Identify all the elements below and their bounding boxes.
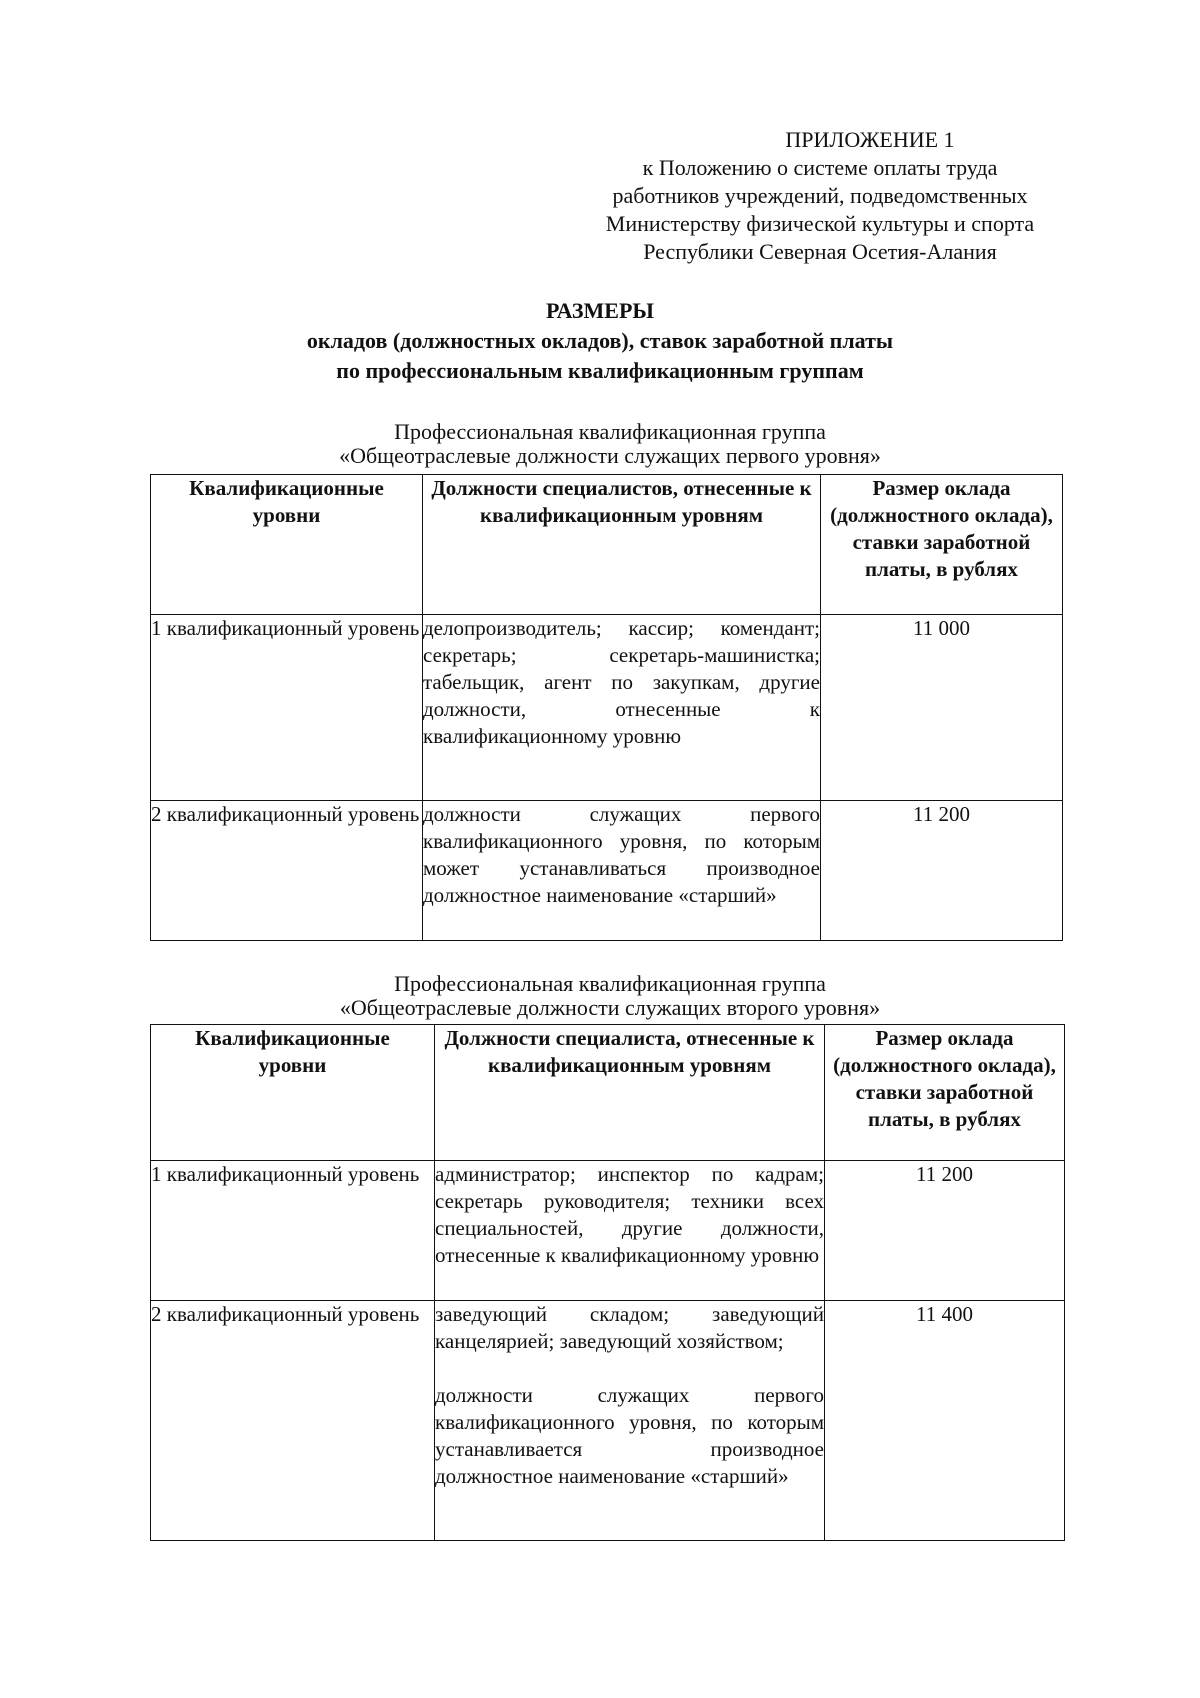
cell-positions (435, 1301, 825, 1541)
cell-level: 2 квалификационный уровень (151, 1301, 435, 1541)
cell-level: 1 квалификационный уровень (151, 615, 423, 801)
annex-line: Министерству физической культуры и спорта (605, 211, 1035, 236)
table-row (151, 1161, 1065, 1301)
annex-title: ПРИЛОЖЕНИЕ 1 (785, 127, 955, 152)
header-level: Квалификационные уровни (151, 475, 423, 615)
table-header-row (151, 475, 1063, 615)
header-positions: Должности специалистов, отнесенные к квалификационным уровням (423, 475, 821, 615)
cell-salary: 11 400 (825, 1301, 1065, 1541)
cell-level: 1 квалификационный уровень (151, 1161, 435, 1301)
annex-block (560, 126, 1080, 266)
group1-caption (150, 420, 1070, 468)
paragraph-gap (435, 1355, 824, 1382)
cell-level: 2 квалификационный уровень (151, 801, 423, 941)
cell-positions: делопроизводитель; кассир; комендант; секретарь; секретарь-машинистка; табельщик, агент по закупкам, другие должности, отнесенные к квалификационному уровню (423, 615, 821, 801)
table-row (151, 1301, 1065, 1541)
heading-line: окладов (должностных окладов), ставок заработной платы (306, 328, 894, 353)
heading-title: РАЗМЕРЫ (545, 298, 655, 323)
group2-caption-line: Профессиональная квалификационная группа (394, 971, 826, 996)
annex-line: Республики Северная Осетия-Алания (643, 239, 997, 264)
positions-part-a: заведующий складом; заведующий канцелярией; заведующий хозяйством; (435, 1302, 824, 1353)
table-row (151, 615, 1063, 801)
cell-positions: должности служащих первого квалификационного уровня, по которым может устанавливаться производное должностное наименование «старший» (423, 801, 821, 941)
group1-caption-line: Профессиональная квалификационная группа (394, 419, 826, 444)
table-row (151, 801, 1063, 941)
header-salary: Размер оклада (должностного оклада), ставки заработной платы, в рублях (821, 475, 1063, 615)
document-heading (0, 296, 1200, 386)
heading-line: по профессиональным квалификационным группам (336, 358, 864, 383)
group1-caption-name: «Общеотраслевые должности служащих первого уровня» (339, 443, 881, 468)
group2-caption-name: «Общеотраслевые должности служащих второго уровня» (339, 995, 881, 1020)
positions-part-b: должности служащих первого квалификационного уровня, по которым устанавливается производное должностное наименование «старший» (435, 1383, 824, 1488)
group1-table (150, 474, 1063, 941)
cell-positions: администратор; инспектор по кадрам; секретарь руководителя; техники всех специальностей, другие должности, отнесенные к квалификационному уровню (435, 1161, 825, 1301)
cell-salary: 11 000 (821, 615, 1063, 801)
annex-line: работников учреждений, подведомственных (612, 183, 1028, 208)
group2-caption (150, 972, 1070, 1020)
header-salary: Размер оклада (должностного оклада), ставки заработной платы, в рублях (825, 1025, 1065, 1161)
table-header-row (151, 1025, 1065, 1161)
cell-salary: 11 200 (825, 1161, 1065, 1301)
annex-line: к Положению о системе оплаты труда (642, 155, 998, 180)
header-positions: Должности специалиста, отнесенные к квалификационным уровням (435, 1025, 825, 1161)
cell-salary: 11 200 (821, 801, 1063, 941)
header-level: Квалификационные уровни (151, 1025, 435, 1161)
group2-table (150, 1024, 1065, 1541)
